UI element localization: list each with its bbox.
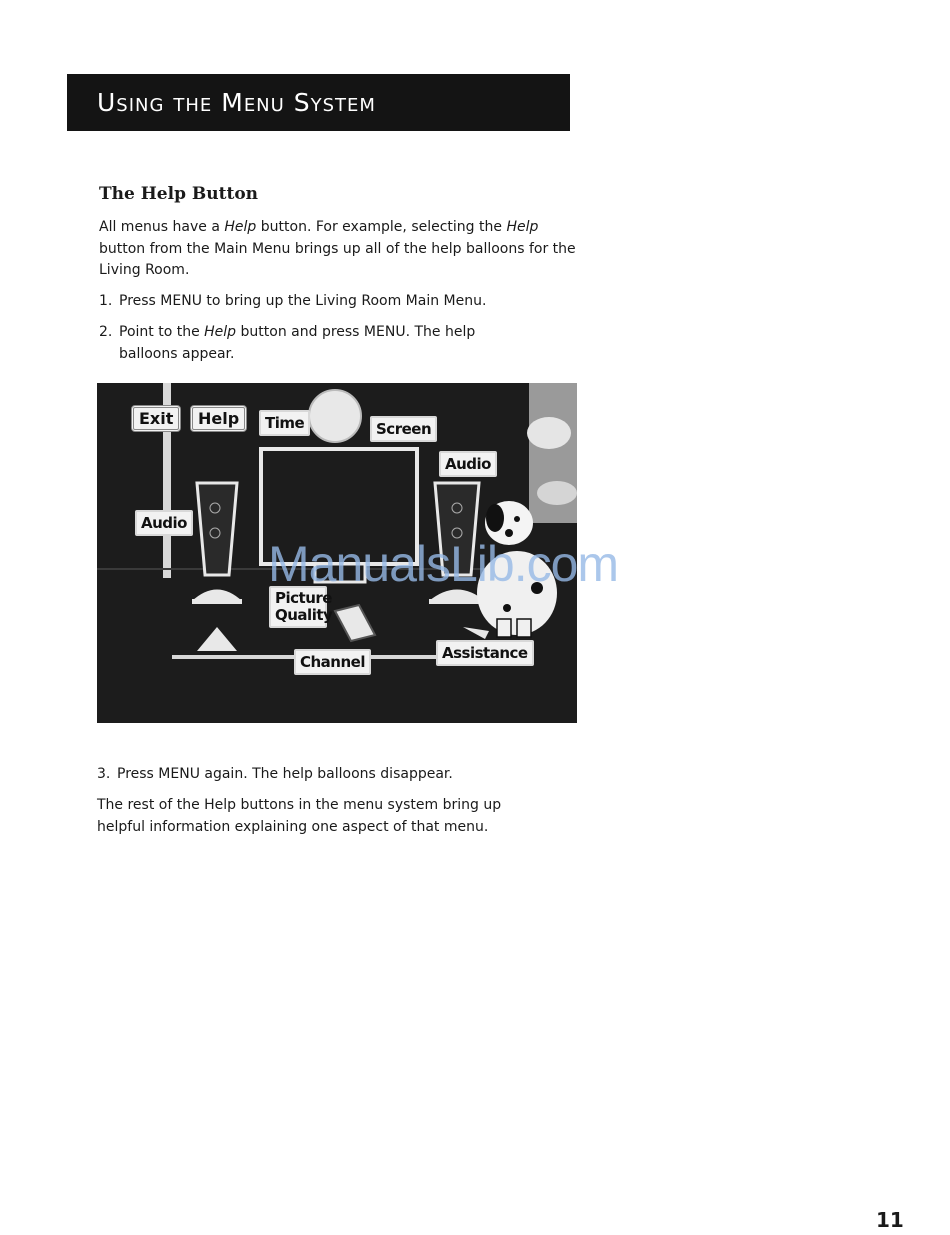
- step-text: [119, 322, 489, 365]
- intro-text-1: All menus have a: [99, 219, 225, 235]
- help-button[interactable]: Help: [190, 405, 247, 432]
- section-title: The Help Button: [99, 184, 259, 204]
- step-2: [99, 322, 489, 365]
- step-text-a: Point to the: [119, 324, 205, 340]
- intro-help-word-2: Help: [506, 219, 539, 235]
- intro-text-3: button from the Main Menu brings up all of the help balloons for the Living Room.: [99, 240, 576, 278]
- balloon-picture-quality: Picture Quality: [269, 586, 327, 628]
- watermark: ManualsLib.com: [268, 536, 619, 592]
- step-help-word: Help: [204, 324, 237, 340]
- step-number: 2.: [99, 324, 113, 340]
- step-text-b: button and press MENU. The help balloons appear.: [119, 324, 476, 362]
- closing-paragraph: The rest of the Help buttons in the menu system bring up helpful information explaining one aspect of that menu.: [97, 797, 502, 835]
- balloon-assistance: Assistance: [436, 640, 534, 666]
- intro-text-2: button. For example, selecting the: [256, 219, 507, 235]
- step-text: Press MENU again. The help balloons disappear.: [117, 766, 453, 782]
- balloon-audio-right: Audio: [439, 451, 497, 477]
- chapter-title: Using the Menu System: [97, 88, 376, 117]
- balloon-screen: Screen: [370, 416, 437, 442]
- intro-help-word-1: Help: [224, 219, 257, 235]
- step-text: Press MENU to bring up the Living Room Main Menu.: [119, 293, 487, 309]
- intro-paragraph: [99, 217, 579, 282]
- step-number: 3.: [97, 766, 111, 782]
- step-number: 1.: [99, 293, 113, 309]
- page-number: 11: [876, 1208, 904, 1232]
- exit-button[interactable]: Exit: [131, 405, 181, 432]
- chapter-banner: [67, 74, 570, 131]
- step-3: [97, 764, 577, 786]
- balloon-time: Time: [259, 410, 310, 436]
- step-1: [99, 291, 579, 313]
- balloon-channel: Channel: [294, 649, 371, 675]
- balloon-audio-left: Audio: [135, 510, 193, 536]
